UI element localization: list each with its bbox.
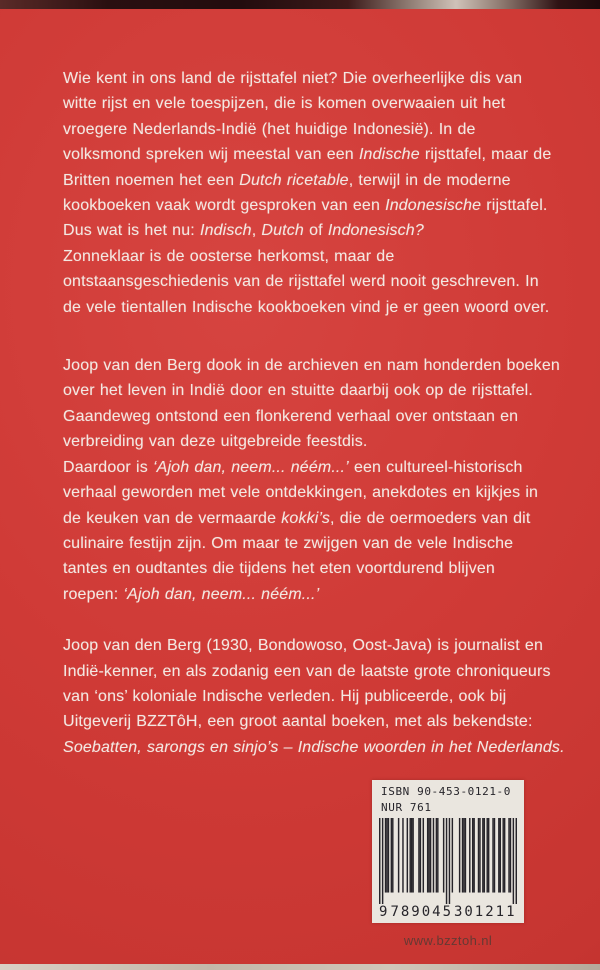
text-segment: volksmond spreken wij meestal van een xyxy=(63,146,359,164)
text-line xyxy=(63,429,553,454)
text-line xyxy=(63,295,553,320)
text-segment: Zonneklaar is de oosterse herkomst, maar de xyxy=(63,247,395,265)
text-segment: ‘Ajoh dan, neem... néém...’ xyxy=(152,458,349,476)
text-segment: Indië-kenner, en als zodanig een van de laatste grote chroniqueurs xyxy=(63,662,551,680)
text-segment: Joop van den Berg (1930, Bondowoso, Oost-Java) is journalist en xyxy=(63,637,543,655)
text-segment: culinaire festijn zijn. Om maar te zwijgen van de vele Indische xyxy=(63,534,514,552)
text-segment: Indisch xyxy=(199,222,252,240)
text-line xyxy=(63,218,553,243)
text-segment: Uitgeverij BZZTôH, een groot aantal boeken, met als bekendste: xyxy=(63,713,533,731)
text-line xyxy=(63,684,553,709)
text-line xyxy=(63,66,553,91)
text-line xyxy=(63,556,553,581)
ean13-barcode xyxy=(379,818,517,904)
text-segment: Britten noemen het een xyxy=(63,171,240,189)
text-segment: Soebatten, sarongs en sinjo’s – Indische woorden in het Nederlands. xyxy=(63,738,565,756)
text-segment: van ‘ons’ koloniale Indische verleden. Hij publiceerde, ook bij xyxy=(63,687,507,705)
text-line xyxy=(63,506,553,531)
text-segment: Joop van den Berg dook in de archieven en nam honderden boeken xyxy=(63,357,560,375)
text-line xyxy=(63,353,560,378)
text-line xyxy=(63,193,553,218)
text-segment: rijsttafel, maar de xyxy=(419,146,552,164)
text-line xyxy=(63,455,553,480)
blurb-text-block xyxy=(63,66,565,760)
text-line xyxy=(63,168,553,193)
text-segment: rijsttafel. xyxy=(481,197,548,215)
text-segment: Indonesisch? xyxy=(327,222,424,240)
text-segment: Indische xyxy=(358,146,420,164)
paragraph xyxy=(63,353,560,607)
text-segment: de keuken van de vermaarde xyxy=(63,509,282,527)
text-segment: Daardoor is xyxy=(63,458,153,476)
paragraph xyxy=(63,633,565,760)
text-line xyxy=(63,480,553,505)
text-segment: , xyxy=(251,222,262,240)
text-segment: Gaandeweg ontstond een flonkerend verhaal over ontstaan en xyxy=(63,407,519,425)
paragraph xyxy=(63,66,553,320)
text-segment: tantes en oudtantes die tijdens het eten voortdurend blijven xyxy=(63,560,495,578)
text-line xyxy=(63,404,553,429)
text-line xyxy=(63,378,553,403)
text-segment: Dus wat is het nu: xyxy=(63,222,200,240)
barcode-label xyxy=(372,780,524,923)
text-segment: , terwijl in de moderne xyxy=(348,171,511,189)
isbn-text: ISBN 90-453-0121-0 xyxy=(381,785,512,798)
top-edge-shadow xyxy=(0,0,600,9)
text-segment: over het leven in Indië door en stuitte daarbij ook op de rijsttafel. xyxy=(63,382,533,400)
bottom-edge-highlight xyxy=(0,964,600,970)
text-segment: roepen: xyxy=(63,585,124,603)
text-segment: ‘Ajoh dan, neem... néém...’ xyxy=(123,585,320,603)
text-segment: Indonesische xyxy=(385,197,482,215)
publisher-website: www.bzztoh.nl xyxy=(403,933,493,948)
text-line xyxy=(63,531,553,556)
nur-text: NUR 761 xyxy=(381,801,432,814)
text-segment: verbreiding van deze uitgebreide feestdis. xyxy=(63,433,368,451)
text-segment: de vele tientallen Indische kookboeken vind je er geen woord over. xyxy=(63,298,550,316)
text-segment: kokki’s xyxy=(281,509,331,527)
text-line xyxy=(63,582,553,607)
text-line xyxy=(63,269,553,294)
text-line xyxy=(63,659,553,684)
text-line xyxy=(63,117,553,142)
text-line xyxy=(63,735,565,760)
barcode-digit-group-left: 789045 xyxy=(390,904,454,920)
text-line xyxy=(63,244,553,269)
text-segment: Wie kent in ons land de rijsttafel niet? Die overheerlijke dis van xyxy=(63,70,523,87)
text-segment: of xyxy=(303,222,328,240)
barcode-digit-lead: 9 xyxy=(379,904,388,920)
text-line xyxy=(63,142,553,167)
text-segment: vroegere Nederlands-Indië (het huidige Indonesië). In de xyxy=(63,120,476,138)
text-segment: witte rijst en vele toespijzen, die is komen overwaaien uit het xyxy=(63,95,506,113)
barcode-digit-group-right: 301211 xyxy=(453,904,517,920)
text-line xyxy=(63,91,553,116)
text-segment: een cultureel-historisch xyxy=(348,458,523,476)
text-line xyxy=(63,633,553,658)
text-segment: kookboeken vaak wordt gesproken van een xyxy=(63,197,386,215)
text-segment: , die de oermoeders van dit xyxy=(330,509,531,527)
text-segment: Dutch ricetable xyxy=(239,171,349,189)
text-segment: ontstaansgeschiedenis van de rijsttafel werd nooit geschreven. In xyxy=(63,273,539,291)
barcode-digits xyxy=(379,904,517,921)
text-segment: verhaal geworden met vele ontdekkingen, anekdotes en kijkjes in xyxy=(63,484,539,502)
text-line xyxy=(63,709,553,734)
text-segment: Dutch xyxy=(261,222,304,240)
